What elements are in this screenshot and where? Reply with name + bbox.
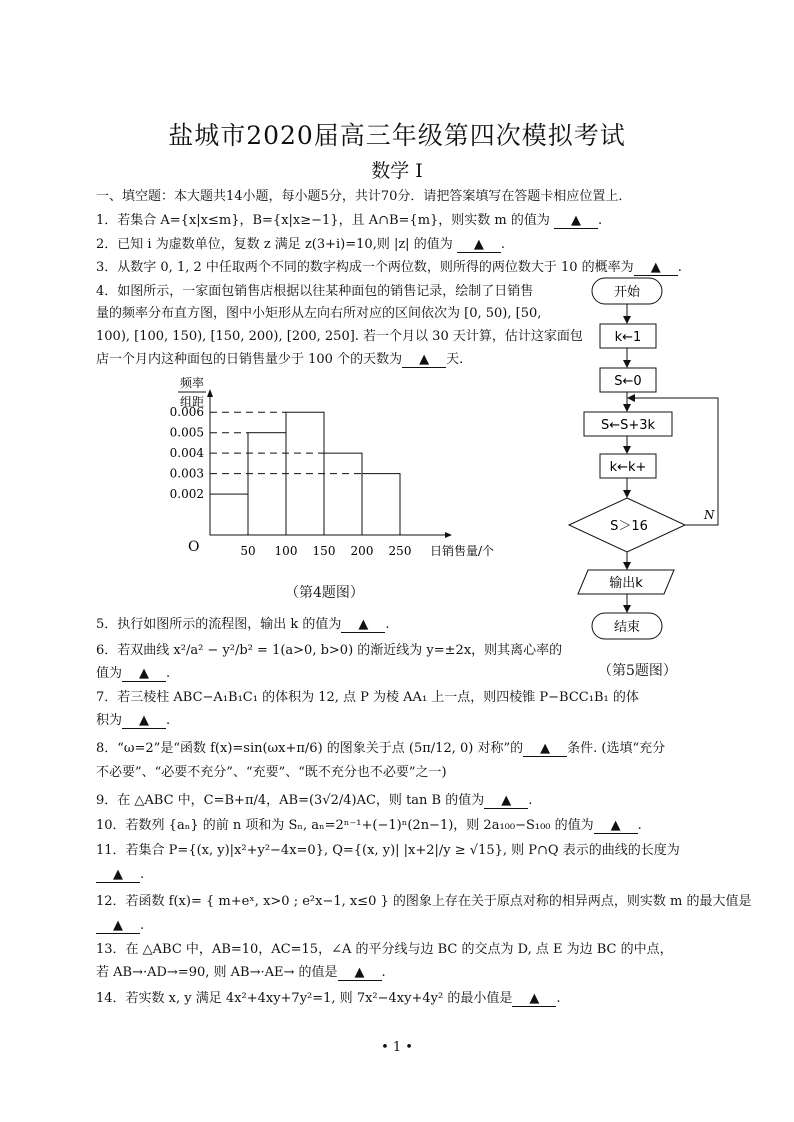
question-text: 14．若实数 x, y 满足 4x²+4xy+7y²=1, 则 7x²−4xy+4y² 的最小值是: [96, 991, 513, 1006]
question-4-line3: 100), [100, 150), [150, 200), [200, 250]. 若一个月以 30 天计算，估计这家面包: [96, 329, 583, 344]
question-10: 10．若数列 {aₙ} 的前 n 项和为 Sₙ, aₙ=2ⁿ⁻¹+(−1)ⁿ(2n−1)，则 2a₁₀₀−S₁₀₀ 的值为 ▲ .: [96, 818, 642, 833]
question-text: 5．执行如图所示的流程图，输出 k 的值为: [96, 617, 342, 632]
question-text: 3．从数字 0, 1, 2 中任取两个不同的数字构成一个两位数，则所得的两位数大于 10 的概率为: [96, 260, 634, 275]
answer-blank: ▲: [634, 261, 678, 276]
question-text: 2．已知 i 为虚数单位，复数 z 满足 z(3+i)=10,则 |z| 的值为: [96, 237, 453, 252]
y-axis-label-top: 频率: [180, 376, 205, 390]
init-k-label: k←1: [614, 330, 642, 345]
condition-label: S＞16: [610, 519, 648, 534]
flowchart: [560, 272, 760, 652]
question-11-line1: 11．若集合 P={(x, y)|x²+y²−4x=0}, Q={(x, y)| |x+2|/y ≥ √15}, 则 P∩Q 表示的曲线的长度为: [96, 843, 680, 858]
no-branch-label: N: [704, 508, 715, 522]
y-tick-label: 0.004: [169, 446, 204, 461]
x-tick-label: 100: [274, 544, 298, 558]
histogram-bar: [324, 453, 362, 535]
answer-blank: ▲: [96, 868, 140, 883]
question-1: 1．若集合 A={x|x≤m}，B={x|x≥−1}，且 A∩B={m}，则实数 m 的值为 ▲ .: [96, 213, 603, 228]
answer-blank: ▲: [341, 618, 385, 633]
x-tick-label: 50: [240, 544, 256, 558]
x-tick-label: 150: [312, 544, 336, 558]
question-3: 3．从数字 0, 1, 2 中任取两个不同的数字构成一个两位数，则所得的两位数大于 10 的概率为 ▲ .: [96, 260, 682, 275]
histogram-bar: [248, 433, 286, 535]
figure-4-caption: （第4题图）: [285, 585, 364, 601]
question-2: 2．已知 i 为虚数单位，复数 z 满足 z(3+i)=10,则 |z| 的值为 ▲ .: [96, 237, 505, 252]
x-axis-label: 日销售量/个: [430, 544, 495, 558]
y-tick-label: 0.006: [169, 405, 204, 420]
question-4-line4: [96, 351, 463, 369]
question-text: 10．若数列 {aₙ} 的前 n 项和为 Sₙ, aₙ=2ⁿ⁻¹+(−1)ⁿ(2n−1)，则 2a₁₀₀−S₁₀₀ 的值为: [96, 818, 594, 833]
question-9: 9．在 △ABC 中，C=B+π/4，AB=(3√2/4)AC，则 tan B 的值为 ▲ .: [96, 793, 533, 808]
init-s-label: S←0: [614, 374, 642, 389]
page-subtitle: 数学 I: [371, 160, 423, 182]
question-12-line2: ▲ .: [96, 917, 144, 935]
answer-blank: ▲: [457, 238, 501, 253]
answer-blank: ▲: [402, 353, 446, 368]
question-text: 店一个月内这种面包的日销售量少于 100 个的天数为: [96, 352, 403, 367]
question-4-line1: 4．如图所示，一家面包销售店根据以往某种面包的销售记录，绘制了日销售: [96, 284, 534, 299]
y-axis-label-bottom: 组距: [180, 395, 205, 409]
question-text: 值为: [96, 666, 123, 681]
question-text: 9．在 △ABC 中，C=B+π/4，AB=(3√2/4)AC，则 tan B 的值为: [96, 793, 485, 808]
y-tick-label: 0.005: [169, 425, 204, 440]
question-12-line1: 12．若函数 f(x)= { m+eˣ, x>0 ; e²x−1, x≤0 } 的图象上存在关于原点对称的相异两点，则实数 m 的最大值是: [96, 894, 752, 909]
question-tail: 条件. (选填“充分: [567, 741, 666, 756]
histogram-bar: [210, 494, 248, 535]
section-heading: 一、填空题：本大题共14小题，每小题5分，共计70分．请把答案填写在答题卡相应位置上．: [96, 189, 632, 204]
question-5: 5．执行如图所示的流程图，输出 k 的值为 ▲ .: [96, 617, 390, 632]
x-tick-label: 200: [350, 544, 374, 558]
question-tail: 天.: [446, 352, 464, 367]
question-text: 积为: [96, 713, 123, 728]
update-k-label: k←k+: [609, 460, 647, 475]
x-axis-arrow: [445, 532, 452, 538]
y-axis-arrow: [207, 389, 213, 397]
question-13-line1: 13．在 △ABC 中，AB=10，AC=15，∠A 的平分线与边 BC 的交点为 D, 点 E 为边 BC 的中点，: [96, 942, 673, 957]
y-tick-label: 0.002: [169, 487, 204, 502]
question-text: 若 AB→·AD→=90, 则 AB→·AE→ 的值是: [96, 965, 338, 980]
question-8-line1: [96, 740, 665, 758]
answer-blank: ▲: [523, 742, 567, 757]
question-text: 8．“ω=2”是“函数 f(x)=sin(ωx+π/6) 的图象关于点 (5π/12, 0) 对称”的: [96, 741, 524, 756]
answer-blank: ▲: [338, 966, 382, 981]
update-s-label: S←S+3k: [600, 418, 656, 433]
x-tick-label: 250: [388, 544, 412, 558]
figure-5-caption: （第5题图）: [598, 663, 677, 679]
answer-blank: ▲: [512, 992, 556, 1007]
page-title: 盐城市2020届高三年级第四次模拟考试: [168, 121, 626, 150]
answer-blank: ▲: [122, 667, 166, 682]
answer-blank: ▲: [554, 214, 598, 229]
question-11-line2: ▲ .: [96, 866, 144, 884]
page-number: • 1 •: [381, 1040, 413, 1055]
end-label: 结束: [613, 620, 641, 635]
question-6-line1: 6．若双曲线 x²/a² − y²/b² = 1(a>0, b>0) 的渐近线为 y=±2x，则其离心率的: [96, 643, 563, 658]
question-7-line1: 7．若三棱柱 ABC−A₁B₁C₁ 的体积为 12, 点 P 为棱 AA₁ 上一点，则四棱锥 P−BCC₁B₁ 的体: [96, 690, 639, 705]
answer-blank: ▲: [96, 919, 140, 934]
y-tick-label: 0.003: [169, 466, 204, 481]
output-label: 输出k: [609, 576, 643, 591]
question-8-line2: 不必要”、“必要不充分”、“充要”、“既不充分也不必要”之一): [96, 765, 447, 780]
question-text: 1．若集合 A={x|x≤m}，B={x|x≥−1}，且 A∩B={m}，则实数 m 的值为: [96, 213, 550, 228]
question-14: 14．若实数 x, y 满足 4x²+4xy+7y²=1, 则 7x²−4xy+4y² 的最小值是 ▲ .: [96, 991, 561, 1006]
answer-blank: ▲: [594, 819, 638, 834]
question-4-line2: 量的频率分布直方图，图中小矩形从左向右所对应的区间依次为 [0, 50), [50,: [96, 306, 542, 321]
answer-blank: ▲: [122, 714, 166, 729]
answer-blank: ▲: [484, 794, 528, 809]
histogram-chart: [165, 375, 495, 560]
question-13-line2: 若 AB→·AD→=90, 则 AB→·AE→ 的值是 ▲ .: [96, 965, 386, 980]
question-6-line2: 值为 ▲ .: [96, 666, 171, 681]
start-label: 开始: [613, 285, 641, 300]
histogram-bar: [362, 474, 400, 535]
question-7-line2: 积为 ▲ .: [96, 713, 171, 728]
origin-label: O: [188, 539, 200, 555]
